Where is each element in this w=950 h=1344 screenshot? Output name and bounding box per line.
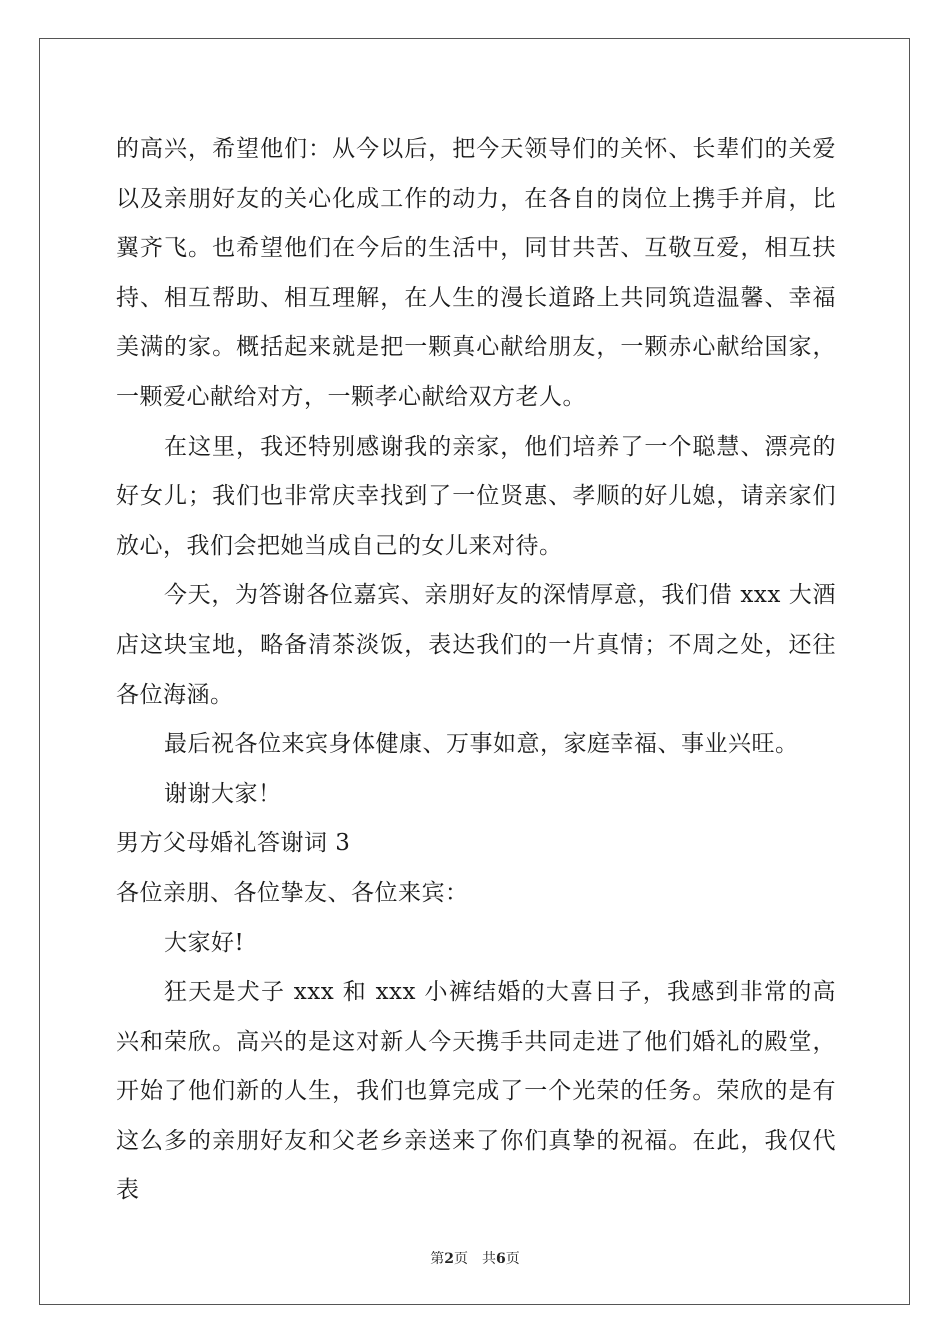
paragraph: 的高兴，希望他们：从今以后，把今天领导们的关怀、长辈们的关爱以及亲朋好友的关心化成工作的动力，在各自的岗位上携手并肩，比翼齐飞。也希望他们在今后的生活中，同甘共苦、互敬互爱，相互扶持、相互帮助、相互理解，在人生的漫长道路上共同筑造温馨、幸福美满的家。概括起来就是把一颗真心献给朋友，一颗赤心献给国家，一颗爱心献给对方，一颗孝心献给双方老人。 (116, 136, 836, 410)
paragraph: 谢谢大家！ (164, 780, 282, 807)
section-heading: 男方父母婚礼答谢词 3 (116, 830, 351, 857)
greeting: 大家好! (164, 929, 245, 956)
paragraph: 狂天是犬子 xxx 和 xxx 小裤结婚的大喜日子，我感到非常的高兴和荣欣。高兴的是这对新人今天携手共同走进了他们婚礼的殿堂，开始了他们新的人生，我们也算完成了一个光荣的任务。荣欣的是有这么多的亲朋好友和父老乡亲送来了你们真挚的祝福。在此，我仅代表 (116, 979, 836, 1204)
paragraph: 最后祝各位来宾身体健康、万事如意，家庭幸福、事业兴旺。 (164, 731, 799, 758)
salutation: 各位亲朋、各位挚友、各位来宾： (116, 879, 469, 906)
total-suffix: 页 (505, 1251, 520, 1267)
page-prefix: 第 (430, 1251, 445, 1267)
total-page-count: 6 (496, 1251, 506, 1267)
paragraph: 在这里，我还特别感谢我的亲家，他们培养了一个聪慧、漂亮的好女儿；我们也非常庆幸找到了一位贤惠、孝顺的好儿媳，请亲家们放心，我们会把她当成自己的女儿来对待。 (116, 433, 836, 559)
page-footer (0, 1248, 950, 1268)
paragraph: 今天，为答谢各位嘉宾、亲朋好友的深情厚意，我们借 xxx 大酒店这块宝地，略备清茶淡饭，表达我们的一片真情；不周之处，还往各位海涵。 (116, 582, 836, 708)
page-suffix: 页 (454, 1251, 468, 1267)
total-prefix: 共 (482, 1251, 496, 1267)
current-page-number: 2 (444, 1251, 454, 1267)
document-body (116, 125, 836, 1216)
